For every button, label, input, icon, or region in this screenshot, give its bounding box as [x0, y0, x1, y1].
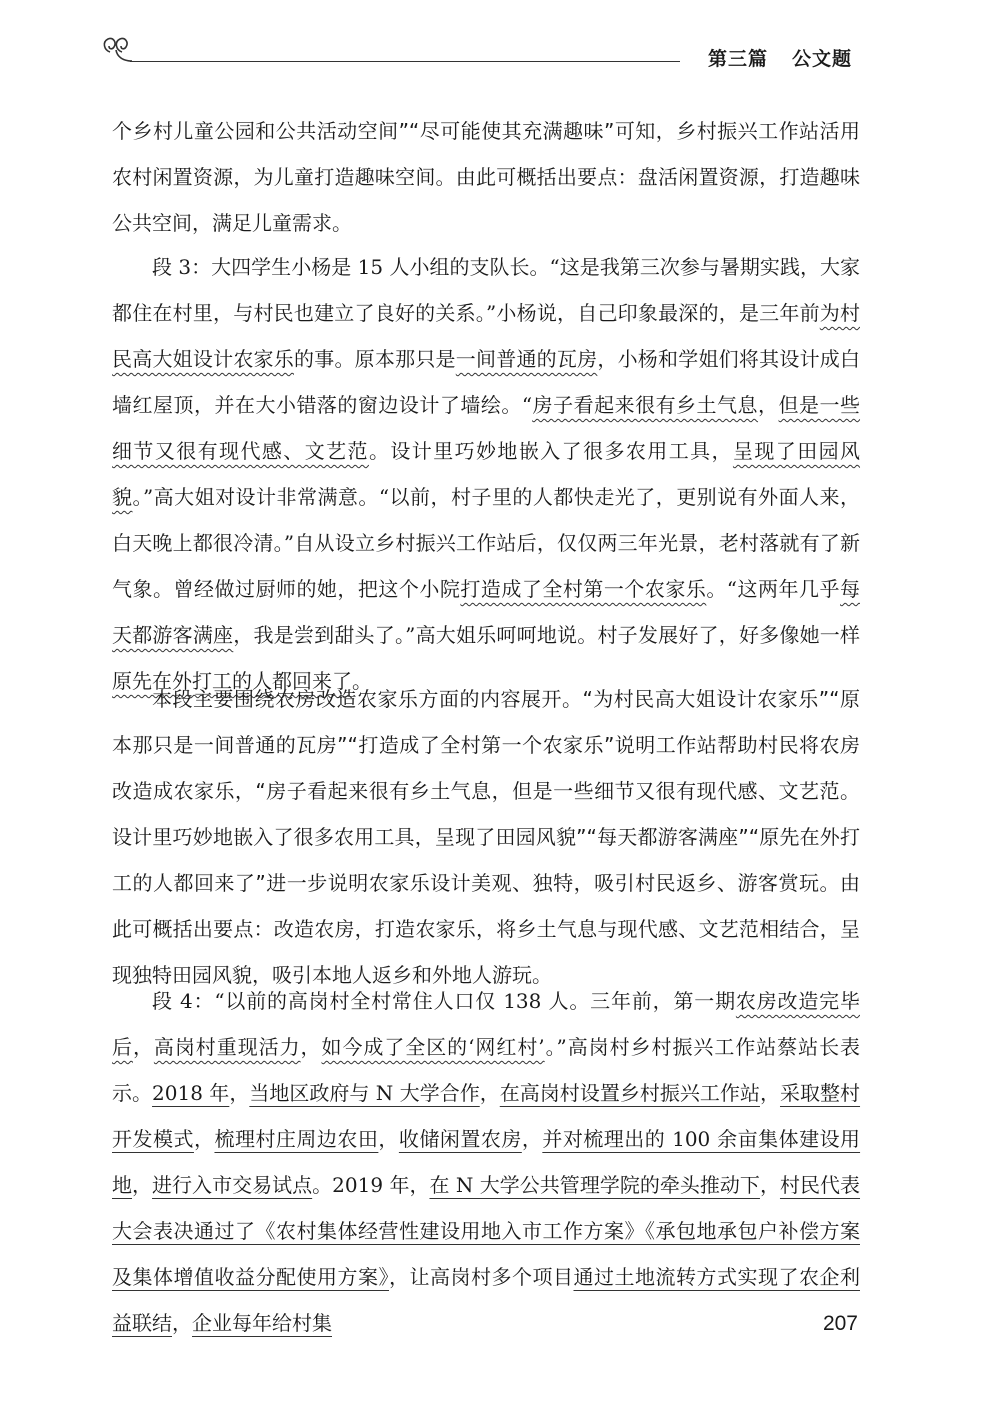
text-segment: 。“这两年几乎 [706, 577, 840, 601]
text-segment: ， [758, 393, 779, 417]
text-segment: ， [172, 1311, 192, 1335]
underlined-phrase: 但是一些细节又很有现代感、文艺范 [112, 393, 861, 463]
analysis-paragraph-1: 个乡村儿童公园和公共活动空间”“尽可能使其充满趣味”可知，乡村振兴工作站活用农村闲置资源，为儿童打造趣味空间。由此可概括出要点：盘活闲置资源，打造趣味公共空间，满足儿童需求。 [112, 119, 860, 235]
text-segment: ， [132, 1173, 153, 1197]
header-rule [130, 61, 680, 62]
text-segment: ，小杨和学姐们将其设计成白墙红屋顶，并在大小错落的窗边设计了墙绘。“ [112, 347, 861, 417]
underlined-phrase: 如今成了全区的‘网红村’ [321, 1035, 545, 1059]
underlined-phrase: 房子看起来很有乡土气息 [532, 393, 759, 417]
underlined-phrase: 通过土地流转方式实现了农企利益联结 [112, 1265, 860, 1335]
header-part: 第三篇 [707, 48, 768, 70]
header-title [708, 44, 852, 71]
header-topic: 公文题 [791, 48, 852, 70]
text-segment: 的事。原本那只是 [294, 347, 456, 371]
underlined-phrase: 为村民高大姐设计农家乐 [112, 301, 860, 371]
text-segment: 。”高岗村乡村振兴工作站蔡站长表示。 [112, 1035, 861, 1105]
underlined-phrase: 并对梳理出的 100 余亩集体建设用地 [112, 1127, 861, 1197]
underlined-phrase: 采取整村开发模式 [112, 1081, 861, 1151]
underlined-phrase: 每天都游客满座 [112, 577, 860, 647]
underlined-phrase: 村民代表大会表决通过了《农村集体经营性建设用地入市工作方案》《承包地承包户补偿方案及集体增值收益分配使用方案》 [112, 1173, 861, 1289]
analysis-paragraph-3: 本段主要围绕农房改造农家乐方面的内容展开。“为村民高大姐设计农家乐”“原本那只是一间普通的瓦房”“打造成了全村第一个农家乐”说明工作站帮助村民将农房改造成农家乐，“房子看起来很有乡土气息，但是一些细节又很有现代感、文艺范。设计里巧妙地嵌入了很多农用工具，呈现了田园风貌”“每天都游客满座”“原先在外打工的人都回来了”进一步说明农家乐设计美观、独特，吸引村民返乡、游客赏玩。由此可概括出要点：改造农房，打造农家乐，将乡土气息与现代感、文艺范相结合，呈现独特田园风貌，吸引本地人返乡和外地人游玩。 [112, 687, 860, 987]
text-segment: ， [759, 1081, 780, 1105]
underlined-phrase: 农房改造完毕后 [112, 989, 860, 1059]
text-segment: ， [759, 1173, 780, 1197]
underlined-phrase: 呈现了田园风貌 [112, 439, 861, 509]
underlined-phrase: 当地区政府与 N 大学合作 [249, 1081, 480, 1105]
underlined-phrase: 在高岗村设置乡村振兴工作站 [499, 1081, 760, 1105]
source-paragraph-4 [112, 978, 860, 1346]
text-segment: 段 4：“以前的高岗村全村常住人口仅 138 人。三年前，第一期 [152, 989, 736, 1013]
text-segment: 。”高大姐对设计非常满意。“以前，村子里的人都快走光了，更别说有外面人来，白天晚上都很冷清。”自从设立乡村振兴工作站后，仅仅两三年光景，老村落就有了新气象。曾经做过厨师的她，把这个小院 [112, 485, 861, 601]
underlined-phrase: 一间普通的瓦房 [455, 347, 598, 371]
text-segment: ， [378, 1127, 399, 1151]
underlined-phrase: 进行入市交易试点 [152, 1173, 313, 1197]
running-header [100, 30, 860, 80]
text-segment: ， [300, 1035, 322, 1059]
text-segment: ， [479, 1081, 500, 1105]
underlined-phrase: 原先在外打工的人都回来了 [112, 669, 352, 693]
text-segment: 。2019 年， [312, 1173, 430, 1197]
text-segment: ，让高岗村多个项目 [389, 1265, 574, 1289]
text-segment: ， [229, 1081, 250, 1105]
source-paragraph-3 [112, 244, 860, 704]
text-segment: 。 [352, 669, 372, 693]
underlined-phrase: 收储闲置农房 [398, 1127, 522, 1151]
underlined-phrase: 打造成了全村第一个农家乐 [460, 577, 707, 601]
underlined-phrase: 企业每年给村集 [192, 1311, 332, 1335]
sprout-logo-icon [100, 30, 140, 70]
text-segment: ， [132, 1035, 154, 1059]
underlined-phrase: 在 N 大学公共管理学院的牵头推动下 [429, 1173, 760, 1197]
underlined-phrase: 2018 年 [152, 1081, 230, 1105]
text-segment: ，我是尝到甜头了。”高大姐乐呵呵地说。村子发展好了，好多像她一样 [233, 623, 860, 647]
page-number: 207 [822, 1312, 858, 1335]
underlined-phrase: 梳理村庄周边农田 [214, 1127, 379, 1151]
underlined-phrase: 高岗村重现活力 [153, 1035, 301, 1059]
text-segment: ， [193, 1127, 215, 1151]
text-segment: 段 3：大四学生小杨是 15 人小组的支队长。“这是我第三次参与暑期实践，大家都住在村里，与村民也建立了良好的关系。”小杨说，自己印象最深的，是三年前 [112, 255, 860, 325]
text-segment: ， [521, 1127, 543, 1151]
text-segment: 。设计里巧妙地嵌入了很多农用工具， [368, 439, 733, 463]
